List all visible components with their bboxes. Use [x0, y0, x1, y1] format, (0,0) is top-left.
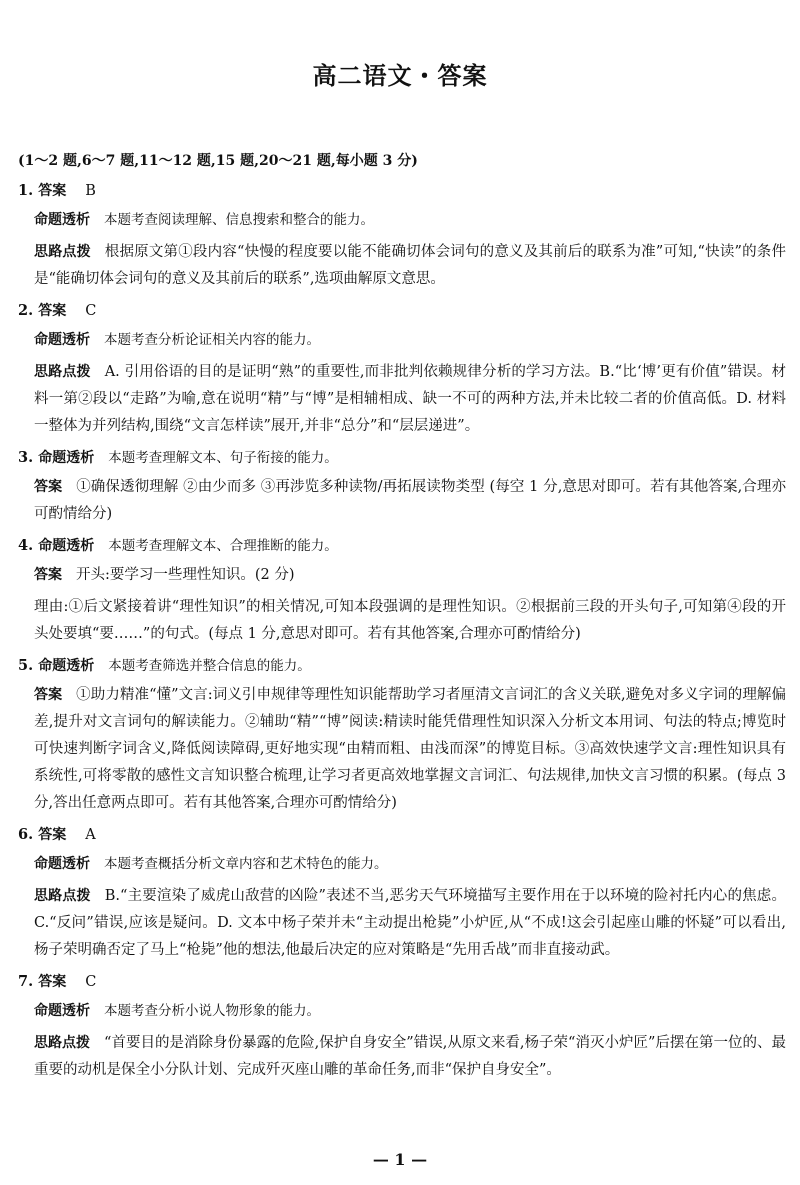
- q6-analysis-label: 思路点拨: [34, 888, 91, 904]
- q5-number: 5.: [18, 657, 34, 674]
- page-number: — 1 —: [372, 1150, 428, 1169]
- q7-analysis-label: 思路点拨: [34, 1035, 91, 1051]
- q6-analysis-text: B.“主要渲染了威虎山敌营的凶险”表述不当,恶劣天气环境描写主要作用在于以环境的险衬托内心的焦虑。C.“反问”错误,应该是疑问。D. 文本中杨子荣并未“主动提出枪毙”小炉匠,从“不成!这会引起座山雕的怀疑”可以看出,杨子荣明确否定了马上“枪毙”他的想法,他最后决定的应对策略是“先用舌战”而非直接动武。: [34, 888, 786, 958]
- q3-number: 3.: [18, 449, 34, 466]
- question-6: [18, 824, 786, 964]
- q6-answer: A: [85, 827, 96, 843]
- q3-intent-text: 本题考查理解文本、句子衔接的能力。: [108, 450, 338, 466]
- q5-header: [18, 655, 786, 677]
- q5-answer-block: [34, 682, 786, 817]
- q2-intent-label: 命题透析: [34, 332, 90, 348]
- q1-answer: B: [85, 183, 96, 199]
- scoring-note: (1～2 题,6～7 题,11～12 题,15 题,20～21 题,每小题 3 分): [18, 153, 418, 169]
- q4-answer-text: 开头:要学习一些理性知识。(2 分): [76, 567, 295, 583]
- q1-analysis-text: 根据原文第①段内容“快慢的程度要以能不能确切体会词句的意义及其前后的联系为准”可知,“快读”的条件是“能确切体会词句的意义及其前后的联系”,选项曲解原文意思。: [34, 244, 786, 287]
- answer-content: [18, 150, 786, 1084]
- q1-number: 1.: [18, 182, 34, 199]
- q5-intent-text: 本题考查筛选并整合信息的能力。: [108, 658, 311, 674]
- q7-answer: C: [85, 974, 97, 990]
- q4-number: 4.: [18, 537, 34, 554]
- q6-header: [18, 824, 786, 846]
- q2-intent-text: 本题考查分析论证相关内容的能力。: [104, 332, 320, 348]
- q1-analysis: [34, 239, 786, 293]
- q3-answer-text: ①确保透彻理解 ②由少而多 ③再涉览多种读物/再拓展读物类型 (每空 1 分,意思对即可。若有其他答案,合理亦可酌情给分): [34, 479, 787, 522]
- q2-answer: C: [85, 303, 97, 319]
- q3-intent-label: 命题透析: [38, 450, 95, 466]
- q1-analysis-label: 思路点拨: [34, 244, 91, 260]
- q7-number: 7.: [18, 973, 34, 990]
- q4-intent-label: 命题透析: [38, 538, 95, 554]
- q1-intent-text: 本题考查阅读理解、信息搜索和整合的能力。: [104, 212, 374, 228]
- q7-header: [18, 971, 786, 993]
- q3-answer-label: 答案: [34, 479, 63, 495]
- q1-answer-label: 答案: [38, 183, 67, 199]
- q6-number: 6.: [18, 826, 34, 843]
- question-5: [18, 655, 786, 817]
- q7-analysis: [34, 1030, 786, 1084]
- question-3: [18, 447, 786, 528]
- q5-answer-text: ①助力精准“懂”文言:词义引申规律等理性知识能帮助学习者厘清文言词汇的含义关联,避免对多义字词的理解偏差,提升对文言词句的解读能力。②辅助“精”“博”阅读:精读时能凭借理性知识深入分析文本用词、句法的特点;博览时可快速判断字词含义,降低阅读障碍,更好地实现“由精而粗、由浅而深”的博览目标。③高效快速学文言:理性知识具有系统性,可将零散的感性文言知识整合梳理,让学习者更高效地掌握文言词汇、句法规律,加快文言习惯的积累。(每点 3 分,答出任意两点即可。若有其他答案,合理亦可酌情给分): [34, 687, 786, 811]
- q3-answer-block: [34, 474, 786, 528]
- question-4: [18, 535, 786, 648]
- question-2: [18, 300, 786, 440]
- q4-answer-label: 答案: [34, 567, 62, 583]
- q1-header: [18, 180, 786, 202]
- q6-intent-text: 本题考查概括分析文章内容和艺术特色的能力。: [104, 856, 388, 872]
- q7-intent: [34, 998, 786, 1025]
- q4-reason: 理由:①后文紧接着讲“理性知识”的相关情况,可知本段强调的是理性知识。②根据前三段的开头句子,可知第④段的开头处要填“要……”的句式。(每点 1 分,意思对即可。若有其他答案,合理亦可酌情给分): [34, 599, 786, 642]
- q6-analysis: [34, 883, 786, 964]
- q7-answer-label: 答案: [38, 974, 67, 990]
- q6-intent: [34, 851, 786, 878]
- question-7: [18, 971, 786, 1084]
- q2-analysis: [34, 359, 786, 440]
- q4-answer-block: [34, 562, 786, 589]
- q7-analysis-text: “首要目的是消除身份暴露的危险,保护自身安全”错误,从原文来看,杨子荣“消灭小炉匠”后摆在第一位的、最重要的动机是保全小分队计划、完成歼灭座山雕的革命任务,而非“保护自身安全”。: [34, 1035, 786, 1078]
- q4-intent-text: 本题考查理解文本、合理推断的能力。: [108, 538, 338, 554]
- q6-answer-label: 答案: [38, 827, 67, 843]
- q2-number: 2.: [18, 302, 34, 319]
- q5-answer-label: 答案: [34, 687, 63, 703]
- q2-intent: [34, 327, 786, 354]
- q2-header: [18, 300, 786, 322]
- q4-header: [18, 535, 786, 557]
- page-title: 高二语文・答案: [312, 62, 488, 90]
- q3-header: [18, 447, 786, 469]
- q2-analysis-text: A. 引用俗语的目的是证明“熟”的重要性,而非批判依赖规律分析的学习方法。B.“比‘博’更有价值”错误。材料一第②段以“走路”为喻,意在说明“精”与“博”是相辅相成、缺一不可的两种方法,并未比较二者的价值高低。D. 材料一整体为并列结构,围绕“文言怎样读”展开,并非“总分”和“层层递进”。: [34, 364, 786, 434]
- q2-answer-label: 答案: [38, 303, 67, 319]
- q7-intent-label: 命题透析: [34, 1003, 90, 1019]
- q2-analysis-label: 思路点拨: [34, 364, 91, 380]
- question-1: [18, 180, 786, 293]
- q1-intent: [34, 207, 786, 234]
- q5-intent-label: 命题透析: [38, 658, 95, 674]
- q1-intent-label: 命题透析: [34, 212, 90, 228]
- q7-intent-text: 本题考查分析小说人物形象的能力。: [104, 1003, 320, 1019]
- q6-intent-label: 命题透析: [34, 856, 90, 872]
